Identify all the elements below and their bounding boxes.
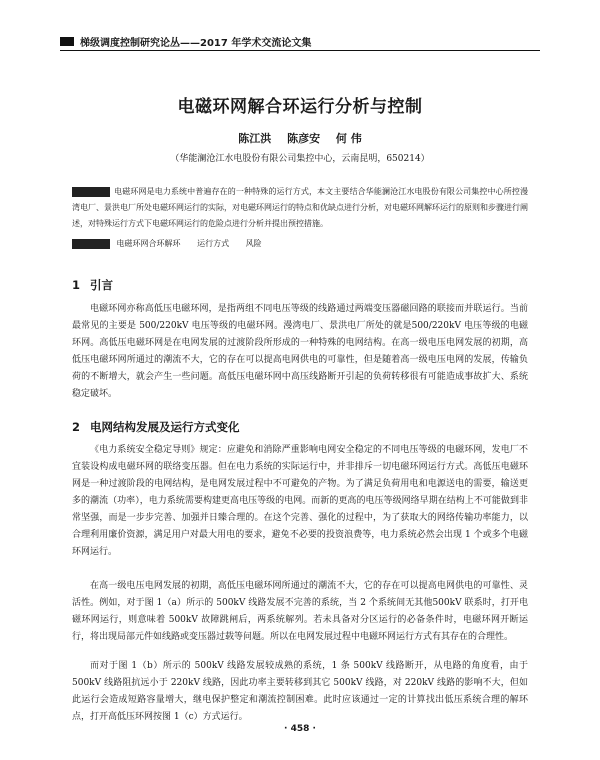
header-block-icon <box>60 37 74 46</box>
paragraph: 而对于图 1（b）所示的 500kV 线路发展较成熟的系统，1 条 500kV 线路断开，从电路的角度看，由于 500kV 线路阻抗远小于 220kV 线路，因此功率主要转移到其它 500kV 线路，对 220kV 线路的影响不大，但如此运行会造成短路容量增大，继电保护整定和潮流控制困难。此时应该通过一定的计算找出低压系统合理的解环点，打开高低压环网按图 1（c）方式运行。 <box>72 661 528 722</box>
keywords-label-block <box>72 239 110 249</box>
abstract-text: 电磁环网是电力系统中普遍存在的一种特殊的运行方式，本文主要结合华能澜沧江水电股份有限公司集控中心所控漫湾电厂、景洪电厂所处电磁环网运行的实际，对电磁环网运行的特点和优缺点进行分析，对电磁环网解环运行的原则和步骤进行阐述，对特殊运行方式下电磁环网运行的危险点进行分析并提出预控措施。 <box>72 187 528 228</box>
paragraph: 在高一级电压电网发展的初期，高低压电磁环网所通过的潮流不大，它的存在可以提高电网供电的可靠性、灵活性。例如，对于图 1（a）所示的 500kV 线路发展不完善的系统，当 2 个系统间无其他500kV 联系时，打开电磁环网运行，则意味着 500kV 故障跳闸后，两系统解列。若未具备对分区运行的必备条件时，电磁环网开断运行，将出现局部元件如线路或变压器过载等问题。所以在电网发展过程中电磁环网运行方式有其存在的合理性。 <box>72 581 528 642</box>
section-number: 2 <box>72 420 81 434</box>
section-number: 1 <box>72 278 81 292</box>
paper-title: 电磁环网解合环运行分析与控制 <box>177 97 423 117</box>
section-title: 电网结构发展及运行方式变化 <box>90 420 240 434</box>
affiliation: （华能澜沧江水电股份有限公司集控中心，云南昆明，650214） <box>170 154 430 164</box>
keyword: 风险 <box>245 239 262 248</box>
author: 陈彦安 <box>287 132 321 145</box>
paragraph: 《电力系统安全稳定导则》规定：应避免和消除严重影响电网安全稳定的不同电压等级的电磁环网，发电厂不宜装设构成电磁环网的联络变压器。但在电力系统的实际运行中，并非排斥一切电磁环网运行方式。高低压电磁环网是一种过渡阶段的电网结构，是电网发展过程中不可避免的产物。为了满足负荷用电和电源送电的需要，输送更多的潮流（功率），电力系统需要构建更高电压等级的电网。而新的更高的电压等级网络早期在结构上不可能做到非常坚强，而是一步步完善、加强并日臻合理的。在这个完善、强化的过程中，为了获取大的网络传输功率能力，以合理利用廉价资源，满足用户对最大用电的要求，避免不必要的投资浪费等，电力系统必然会出现 1 个或多个电磁环网运行。 <box>72 445 528 557</box>
page-number: · 458 · <box>284 724 316 734</box>
paragraph: 电磁环网亦称高低压电磁环网，是指两组不同电压等级的线路通过两端变压器磁回路的联接而并联运行。当前最常见的主要是 500/220kV 电压等级的电磁环网。漫湾电厂、景洪电厂所处的就是500/220kV 电压等级的电磁环网。高低压电磁环网是在电网发展的过渡阶段所形成的一种特殊的电网结构。在高一级电压电网发展的初期，高低压电磁环网所通过的潮流不大，它的存在可以提高电网供电的可靠性，但是随着高一级电压电网的发展，传输负荷的不断增大，就会产生一些问题。高低压电磁环网中高压线路断开引起的负荷转移很有可能造成事故扩大、系统稳定破坏。 <box>72 304 528 399</box>
author-list <box>0 130 600 146</box>
abstract-label-block <box>72 187 110 197</box>
section-title: 引言 <box>90 278 114 292</box>
section-heading-2 <box>72 419 240 435</box>
section-heading-1 <box>72 277 113 293</box>
series-title: 梯级调度控制研究论丛——2017 年学术交流论文集 <box>80 38 312 49</box>
abstract <box>72 184 528 232</box>
author: 何 伟 <box>335 132 362 145</box>
author: 陈江洪 <box>238 132 272 145</box>
header-rule <box>60 50 540 51</box>
keyword: 运行方式 <box>197 239 230 248</box>
running-header <box>60 34 540 49</box>
keyword: 电磁环网合环解环 <box>116 239 181 248</box>
keywords <box>72 238 528 249</box>
